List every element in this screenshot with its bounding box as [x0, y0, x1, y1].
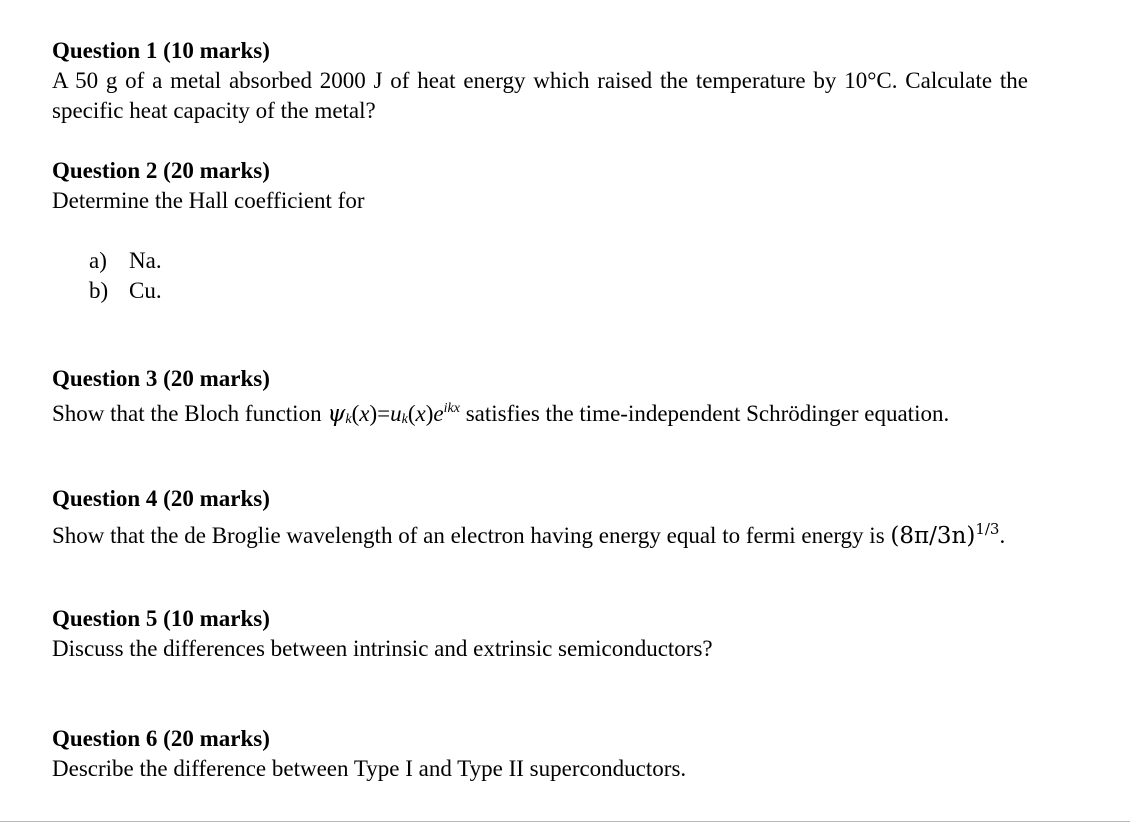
math-exponent: ikx [443, 401, 460, 416]
question-3 [52, 364, 1028, 435]
question-5 [52, 604, 1028, 664]
question-2-title: Question 2 (20 marks) [52, 158, 270, 183]
list-item-text: Na. [129, 248, 162, 273]
list-marker: a) [89, 248, 107, 273]
question-5-title: Question 5 (10 marks) [52, 606, 270, 631]
math-paren: ( [407, 401, 416, 426]
fermi-wavelength-exponent: 1/3 [975, 520, 1000, 538]
question-4-body [52, 514, 1028, 551]
question-3-body [52, 394, 1028, 435]
question-2-list [52, 246, 1028, 306]
list-item [52, 276, 1028, 306]
list-item [52, 246, 1028, 276]
question-5-body: Discuss the differences between intrinsic and extrinsic semiconductors? [52, 636, 713, 661]
question-1 [52, 36, 1028, 126]
question-3-text-suffix: satisfies the time-independent Schrödinger equation. [459, 401, 950, 426]
math-variable: x [415, 401, 426, 426]
question-3-title: Question 3 (20 marks) [52, 366, 270, 391]
page-bottom-divider [0, 821, 1130, 822]
formula-period: . [999, 523, 1006, 548]
question-1-title: Question 1 (10 marks) [52, 38, 270, 63]
list-marker: b) [89, 278, 109, 303]
math-u-subscript: k [401, 412, 408, 427]
math-paren: ( [351, 401, 360, 426]
question-3-text-prefix: Show that the Bloch function [52, 401, 328, 426]
bloch-psi-symbol: ψ [327, 401, 346, 427]
question-1-body: A 50 g of a metal absorbed 2000 J of heat energy which raised the temperature by 10°C. Calculate the specific heat capacity of the metal? [52, 68, 1028, 123]
question-2-body: Determine the Hall coefficient for [52, 188, 365, 213]
question-4-title: Question 4 (20 marks) [52, 486, 270, 511]
math-paren: ) [425, 401, 434, 426]
bloch-psi-subscript: k [345, 412, 352, 427]
math-u-symbol: u [390, 401, 402, 426]
fermi-wavelength-formula: (8π/3n) [890, 523, 976, 549]
list-item-text: Cu. [129, 278, 162, 303]
question-4-text: Show that the de Broglie wavelength of an electron having energy equal to fermi energy is [52, 523, 885, 548]
question-6-body: Describe the difference between Type I and Type II superconductors. [52, 756, 687, 781]
math-variable: x [359, 401, 370, 426]
math-e-symbol: e [433, 401, 444, 426]
math-paren-equals: )= [369, 401, 391, 426]
question-6-title: Question 6 (20 marks) [52, 726, 270, 751]
question-6 [52, 724, 1028, 784]
question-2 [52, 156, 1028, 306]
question-4 [52, 484, 1028, 551]
